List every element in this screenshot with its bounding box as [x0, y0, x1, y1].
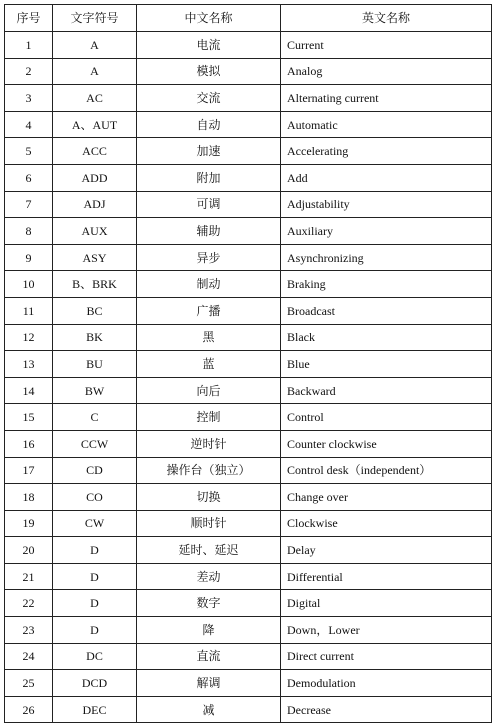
cell-english-name: Clockwise — [281, 510, 492, 537]
cell-chinese-name: 向后 — [137, 377, 281, 404]
table-row — [5, 643, 492, 670]
cell-symbol: B、BRK — [53, 271, 137, 298]
cell-symbol: D — [53, 563, 137, 590]
table-row — [5, 271, 492, 298]
cell-chinese-name: 切换 — [137, 484, 281, 511]
cell-english-name: Decrease — [281, 696, 492, 723]
cell-index: 25 — [5, 670, 53, 697]
cell-index: 7 — [5, 191, 53, 218]
cell-symbol: D — [53, 537, 137, 564]
cell-chinese-name: 数字 — [137, 590, 281, 617]
cell-chinese-name: 电流 — [137, 32, 281, 59]
cell-index: 14 — [5, 377, 53, 404]
cell-chinese-name: 降 — [137, 617, 281, 644]
cell-symbol: DCD — [53, 670, 137, 697]
header-english-name: 英文名称 — [281, 5, 492, 32]
table-row — [5, 85, 492, 112]
table-row — [5, 670, 492, 697]
table-row — [5, 457, 492, 484]
cell-english-name: Auxiliary — [281, 218, 492, 245]
cell-chinese-name: 顺时针 — [137, 510, 281, 537]
cell-index: 2 — [5, 58, 53, 85]
cell-index: 26 — [5, 696, 53, 723]
cell-index: 1 — [5, 32, 53, 59]
cell-symbol: BU — [53, 351, 137, 378]
cell-chinese-name: 广播 — [137, 297, 281, 324]
cell-chinese-name: 黑 — [137, 324, 281, 351]
cell-english-name: Accelerating — [281, 138, 492, 165]
cell-symbol: CW — [53, 510, 137, 537]
table-row — [5, 537, 492, 564]
table-row — [5, 590, 492, 617]
cell-chinese-name: 解调 — [137, 670, 281, 697]
cell-index: 16 — [5, 430, 53, 457]
cell-index: 22 — [5, 590, 53, 617]
cell-english-name: Analog — [281, 58, 492, 85]
cell-index: 8 — [5, 218, 53, 245]
header-chinese-name: 中文名称 — [137, 5, 281, 32]
table-row — [5, 138, 492, 165]
cell-symbol: DC — [53, 643, 137, 670]
cell-chinese-name: 辅助 — [137, 218, 281, 245]
cell-english-name: Current — [281, 32, 492, 59]
cell-index: 13 — [5, 351, 53, 378]
cell-symbol: BC — [53, 297, 137, 324]
cell-symbol: A、AUT — [53, 111, 137, 138]
cell-index: 12 — [5, 324, 53, 351]
table-row — [5, 32, 492, 59]
symbol-table — [4, 4, 492, 723]
cell-chinese-name: 蓝 — [137, 351, 281, 378]
cell-english-name: Demodulation — [281, 670, 492, 697]
cell-chinese-name: 附加 — [137, 164, 281, 191]
header-index: 序号 — [5, 5, 53, 32]
cell-english-name: Counter clockwise — [281, 430, 492, 457]
table-row — [5, 111, 492, 138]
cell-symbol: ADD — [53, 164, 137, 191]
cell-index: 4 — [5, 111, 53, 138]
cell-chinese-name: 控制 — [137, 404, 281, 431]
table-row — [5, 218, 492, 245]
cell-english-name: Change over — [281, 484, 492, 511]
cell-chinese-name: 差动 — [137, 563, 281, 590]
cell-index: 18 — [5, 484, 53, 511]
cell-chinese-name: 延时、延迟 — [137, 537, 281, 564]
table-row — [5, 377, 492, 404]
cell-english-name: Blue — [281, 351, 492, 378]
cell-english-name: Asynchronizing — [281, 244, 492, 271]
table-row — [5, 617, 492, 644]
cell-symbol: BK — [53, 324, 137, 351]
cell-symbol: ASY — [53, 244, 137, 271]
cell-chinese-name: 直流 — [137, 643, 281, 670]
cell-symbol: ACC — [53, 138, 137, 165]
cell-english-name: Alternating current — [281, 85, 492, 112]
cell-chinese-name: 制动 — [137, 271, 281, 298]
cell-index: 17 — [5, 457, 53, 484]
cell-index: 24 — [5, 643, 53, 670]
cell-chinese-name: 可调 — [137, 191, 281, 218]
table-row — [5, 164, 492, 191]
cell-symbol: AUX — [53, 218, 137, 245]
cell-index: 3 — [5, 85, 53, 112]
table-row — [5, 351, 492, 378]
table-row — [5, 484, 492, 511]
table-row — [5, 404, 492, 431]
cell-english-name: Broadcast — [281, 297, 492, 324]
cell-index: 15 — [5, 404, 53, 431]
cell-symbol: CO — [53, 484, 137, 511]
cell-symbol: C — [53, 404, 137, 431]
cell-symbol: D — [53, 590, 137, 617]
cell-chinese-name: 异步 — [137, 244, 281, 271]
table-row — [5, 510, 492, 537]
cell-index: 10 — [5, 271, 53, 298]
cell-english-name: Direct current — [281, 643, 492, 670]
table-row — [5, 244, 492, 271]
cell-symbol: A — [53, 58, 137, 85]
cell-chinese-name: 操作台（独立） — [137, 457, 281, 484]
table-row — [5, 297, 492, 324]
cell-english-name: Black — [281, 324, 492, 351]
table-header — [5, 5, 492, 32]
cell-index: 5 — [5, 138, 53, 165]
cell-symbol: AC — [53, 85, 137, 112]
cell-chinese-name: 逆时针 — [137, 430, 281, 457]
cell-symbol: CCW — [53, 430, 137, 457]
table-body — [5, 32, 492, 723]
cell-english-name: Digital — [281, 590, 492, 617]
cell-symbol: BW — [53, 377, 137, 404]
table-row — [5, 430, 492, 457]
cell-english-name: Delay — [281, 537, 492, 564]
cell-index: 21 — [5, 563, 53, 590]
cell-chinese-name: 交流 — [137, 85, 281, 112]
cell-symbol: CD — [53, 457, 137, 484]
header-symbol: 文字符号 — [53, 5, 137, 32]
cell-symbol: D — [53, 617, 137, 644]
cell-english-name: Adjustability — [281, 191, 492, 218]
cell-english-name: Control desk（independent） — [281, 457, 492, 484]
table-row — [5, 58, 492, 85]
cell-chinese-name: 减 — [137, 696, 281, 723]
cell-index: 11 — [5, 297, 53, 324]
cell-english-name: Braking — [281, 271, 492, 298]
cell-english-name: Add — [281, 164, 492, 191]
cell-index: 23 — [5, 617, 53, 644]
cell-chinese-name: 自动 — [137, 111, 281, 138]
cell-english-name: Automatic — [281, 111, 492, 138]
cell-english-name: Differential — [281, 563, 492, 590]
cell-symbol: ADJ — [53, 191, 137, 218]
cell-index: 20 — [5, 537, 53, 564]
cell-chinese-name: 模拟 — [137, 58, 281, 85]
cell-index: 6 — [5, 164, 53, 191]
cell-english-name: Backward — [281, 377, 492, 404]
cell-index: 19 — [5, 510, 53, 537]
cell-english-name: Control — [281, 404, 492, 431]
table-row — [5, 324, 492, 351]
table-row — [5, 563, 492, 590]
header-row — [5, 5, 492, 32]
cell-symbol: A — [53, 32, 137, 59]
cell-index: 9 — [5, 244, 53, 271]
cell-chinese-name: 加速 — [137, 138, 281, 165]
cell-english-name: Down，Lower — [281, 617, 492, 644]
table-row — [5, 191, 492, 218]
table-row — [5, 696, 492, 723]
cell-symbol: DEC — [53, 696, 137, 723]
